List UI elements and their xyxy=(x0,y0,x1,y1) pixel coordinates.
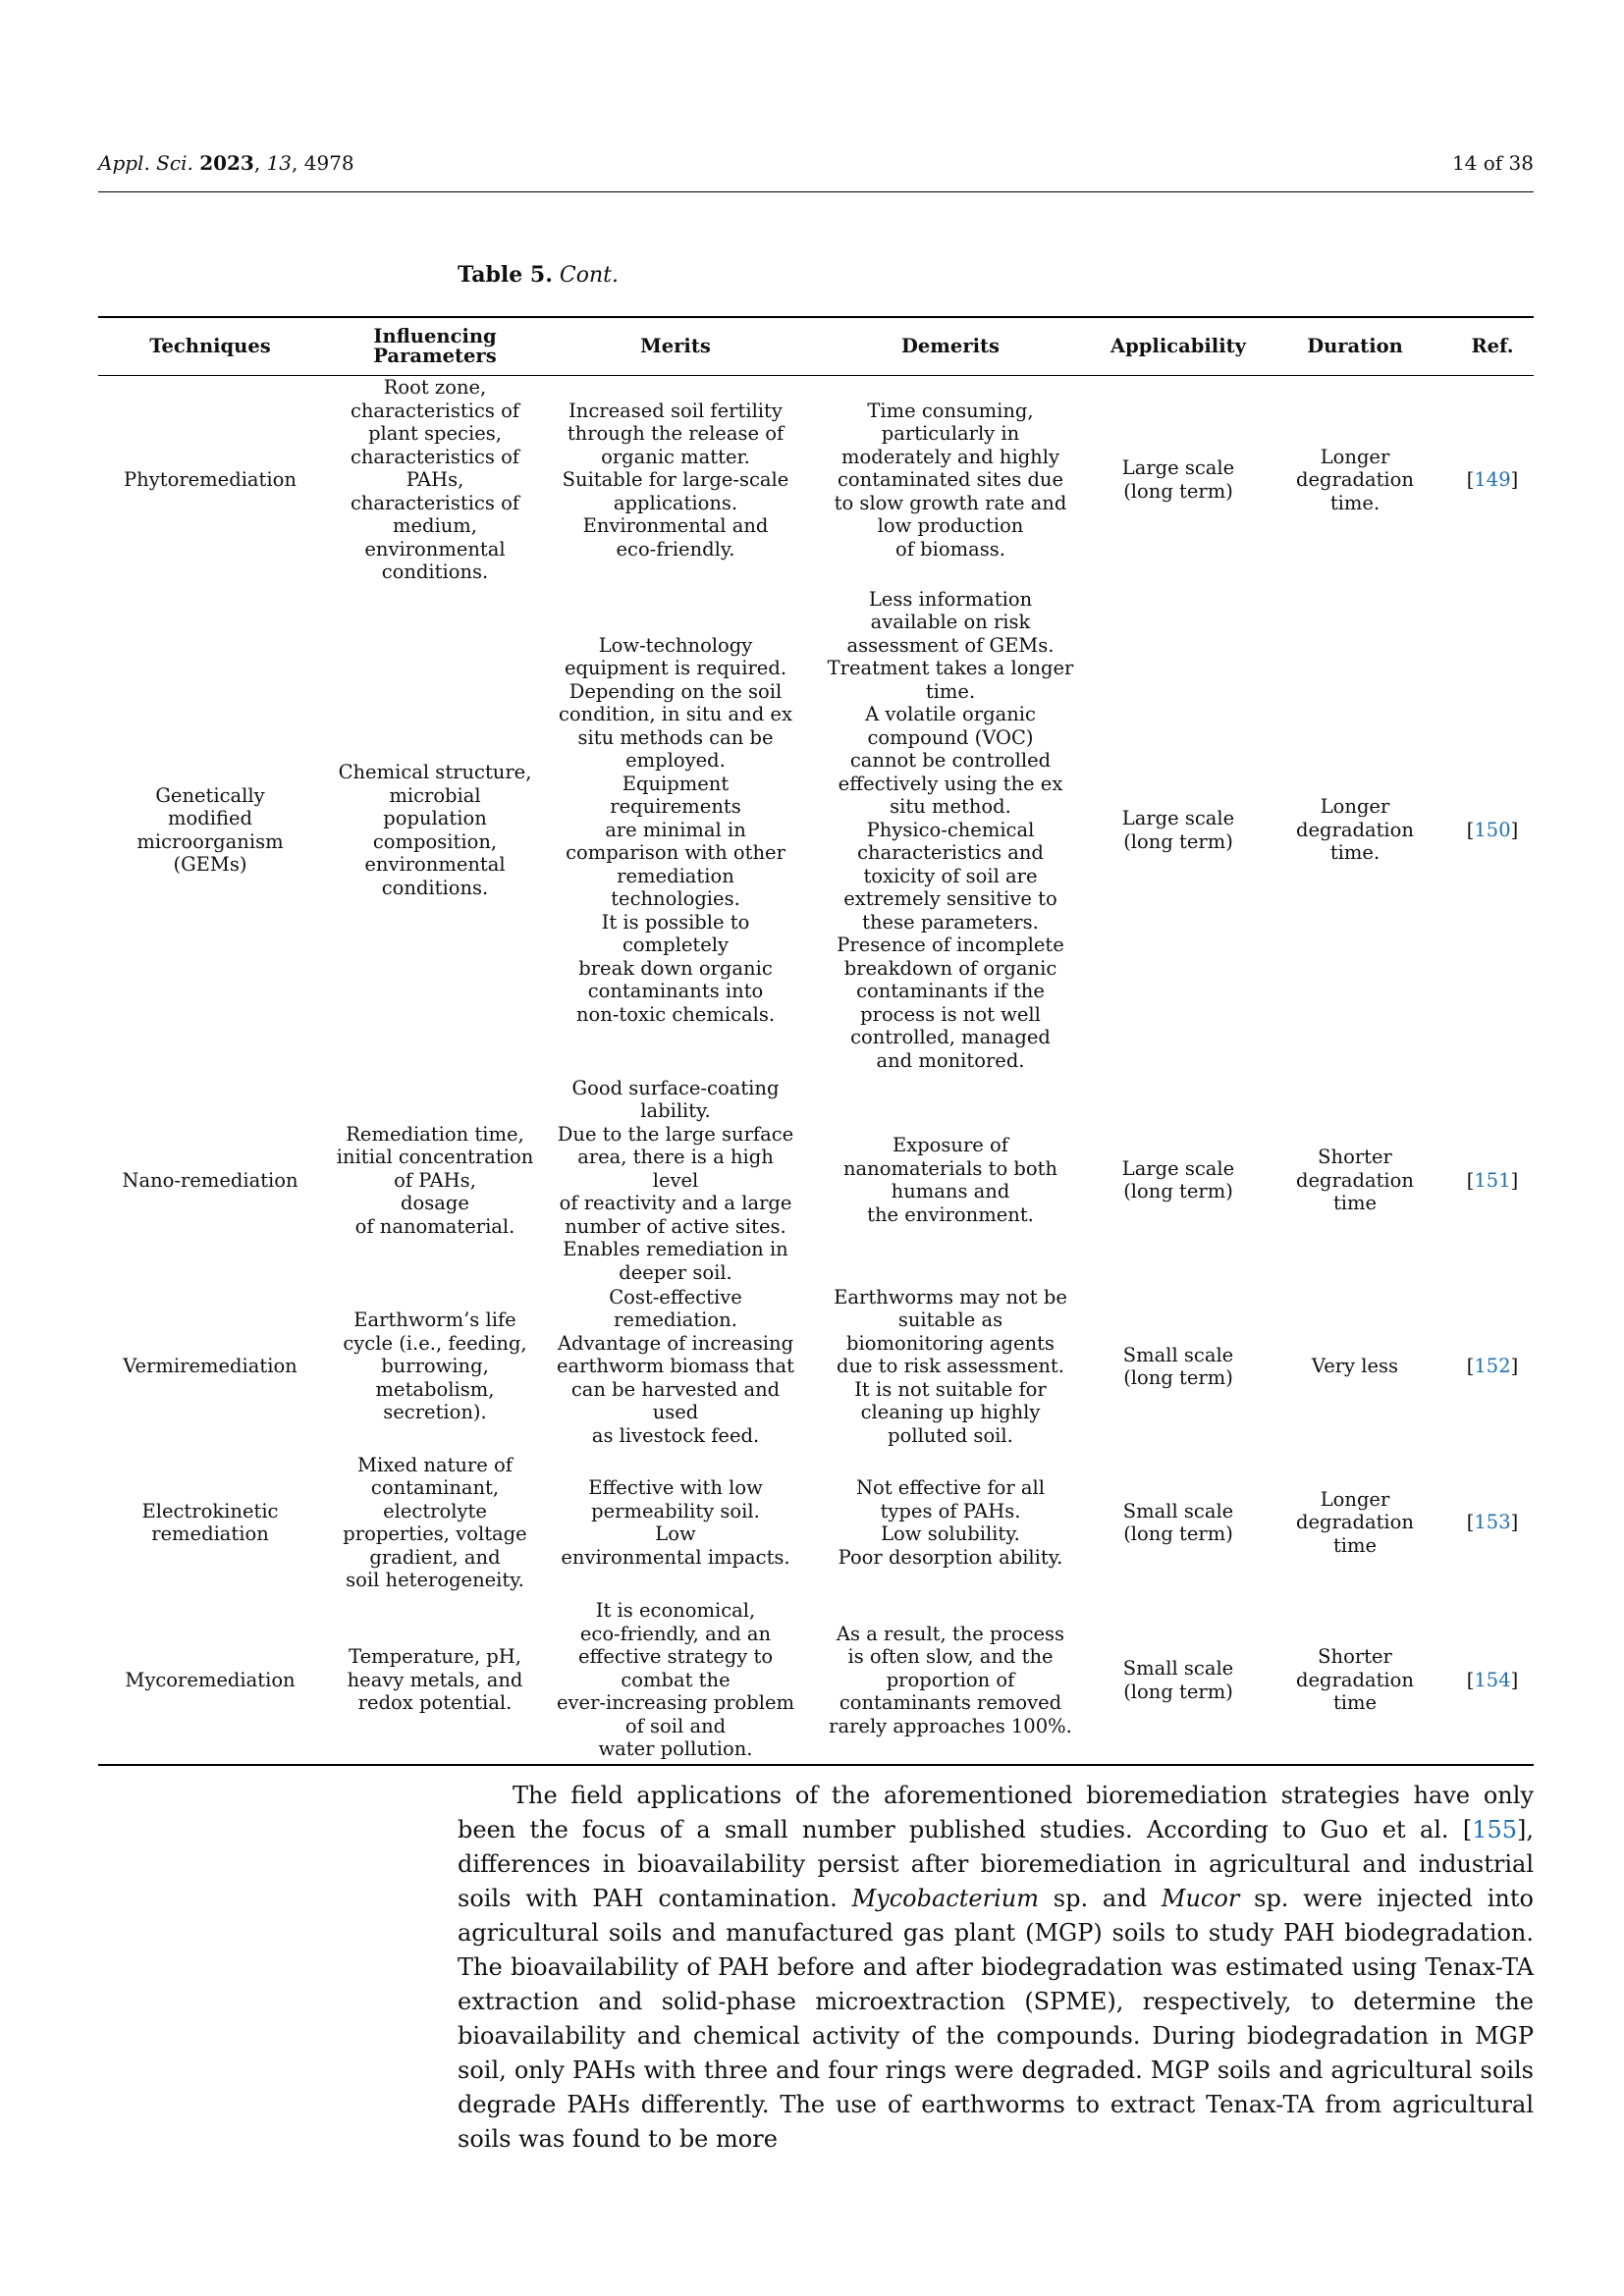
table-row xyxy=(98,1077,1534,1285)
demerits-cell: Exposure of nanomaterials to both humans and the environment. xyxy=(843,1134,1057,1226)
technique-cell: Genetically modified microorganism (GEMs) xyxy=(136,783,284,876)
parameters-cell: Earthworm’s life cycle (i.e., feeding, burrowing, metabolism, secretion). xyxy=(343,1308,527,1424)
parameters-cell: Remediation time, initial concentration of PAHs, dosage of nanomaterial. xyxy=(336,1122,534,1238)
merits-cell: Effective with low permeability soil. Low environmental impacts. xyxy=(561,1476,790,1569)
column-header: Applicability xyxy=(1110,335,1246,357)
journal-volume: 13 xyxy=(266,151,293,175)
ref-link[interactable]: 153 xyxy=(1474,1511,1511,1534)
column-header: Influencing Parameters xyxy=(373,325,497,367)
merits-cell: Increased soil fertility through the release of organic matter. Suitable for large-scale applications. Environmental and eco-friendly. xyxy=(562,399,789,561)
demerits-cell: Earthworms may not be suitable as biomonitoring agents due to risk assessment. It is not suitable for cleaning up highly polluted soil. xyxy=(834,1285,1067,1447)
duration-cell: Longer degradation time xyxy=(1296,1487,1414,1557)
species-name: Mycobacterium xyxy=(851,1885,1039,1912)
merits-cell: Good surface-coating lability. Due to the large surface area, there is a high level of reactivity and a large number of active sites. Enables remediation in deeper soil. xyxy=(557,1076,794,1284)
applicability-cell: Small scale (long term) xyxy=(1122,1343,1234,1389)
duration-cell: Longer degradation time. xyxy=(1296,445,1414,514)
table-cont: Cont. xyxy=(559,263,619,288)
table-header-row xyxy=(98,317,1534,376)
remediation-table xyxy=(98,316,1534,1766)
ref-link[interactable]: 149 xyxy=(1474,468,1511,491)
table-row xyxy=(98,584,1534,1077)
demerits-cell: Less information available on risk assessment of GEMs. Treatment takes a longer time. A volatile organic compound (VOC) cannot be controlled effectively using the ex situ method. Physico-chemical characteristics and toxicity of soil are extremely sensitive to these parameters. Presence of incomplete breakdown of organic contaminants if the process is not well controlled, managed and monitored. xyxy=(827,587,1074,1072)
species-name: Mucor xyxy=(1161,1885,1240,1912)
column-header: Duration xyxy=(1307,335,1403,357)
ref-link[interactable]: 152 xyxy=(1474,1355,1511,1378)
ref-link[interactable]: 150 xyxy=(1474,818,1511,841)
applicability-cell: Large scale (long term) xyxy=(1121,807,1235,853)
ref-cell: [151] xyxy=(1466,1168,1519,1192)
duration-cell: Shorter degradation time xyxy=(1296,1146,1414,1214)
table-label: Table 5. xyxy=(458,262,553,288)
table-row xyxy=(98,1596,1534,1765)
body-paragraph xyxy=(458,1779,1534,2157)
column-header: Merits xyxy=(640,335,711,357)
merits-cell: Low-technology equipment is required. Depending on the soil condition, in situ and ex situ methods can be employed. Equipment requirements are minimal in comparison with other remediation technologies. It is possible to completely break down organic contaminants into non-toxic chemicals. xyxy=(559,633,792,1026)
technique-cell: Vermiremediation xyxy=(123,1355,298,1378)
parameters-cell: Mixed nature of contaminant, electrolyte properties, voltage gradient, and soil heterogeneity. xyxy=(343,1453,527,1591)
ref-cell: [154] xyxy=(1466,1668,1519,1691)
demerits-cell: Time consuming, particularly in moderately and highly contaminated sites due to slow growth rate and low production of biomass. xyxy=(834,399,1067,561)
citation: Appl. Sci. 2023, 13, 4978 xyxy=(98,151,354,175)
ref-cell: [152] xyxy=(1466,1355,1519,1378)
paragraph: The field applications of the aforementioned bioremediation strategies have only been the focus of a small number published studies. According to Guo et al. [155], differences in bioavailability persist after bioremediation in agricultural and industrial soils with PAH contamination. Mycobacterium sp. and Mucor sp. were injected into agricultural soils and manufactured gas plant (MGP) soils to study PAH biodegradation. The bioavailability of PAH before and after biodegradation was estimated using Tenax-TA extraction and solid-phase microextraction (SPME), respectively, to determine the bioavailability and chemical activity of the compounds. During biodegradation in MGP soil, only PAHs with three and four rings were degraded. MGP soils and agricultural soils degrade PAHs differently. The use of earthworms to extract Tenax-TA from agricultural soils was found to be more xyxy=(458,1782,1534,2153)
duration-cell: Longer degradation time. xyxy=(1296,795,1414,865)
journal-year: 2023 xyxy=(199,151,254,175)
table-row xyxy=(98,1284,1534,1449)
applicability-cell: Small scale (long term) xyxy=(1122,1657,1234,1703)
table-caption xyxy=(458,262,619,288)
applicability-cell: Large scale (long term) xyxy=(1121,456,1235,503)
parameters-cell: Root zone, characteristics of plant species, characteristics of PAHs, characteristics of medium, environmental conditions. xyxy=(350,376,520,583)
demerits-cell: Not effective for all types of PAHs. Low solubility. Poor desorption ability. xyxy=(838,1476,1063,1569)
page-header xyxy=(98,149,1534,177)
ref-link[interactable]: 151 xyxy=(1474,1168,1511,1192)
merits-cell: It is economical, eco-friendly, and an effective strategy to combat the ever-increasing problem of soil and water pollution. xyxy=(557,1599,794,1761)
column-header: Ref. xyxy=(1471,335,1514,357)
ref-cell: [149] xyxy=(1466,468,1519,491)
demerits-cell: As a result, the process is often slow, and the proportion of contaminants removed rarely approaches 100%. xyxy=(829,1622,1072,1737)
technique-cell: Electrokinetic remediation xyxy=(141,1499,279,1545)
technique-cell: Nano-remediation xyxy=(122,1168,298,1192)
header-divider xyxy=(98,191,1534,192)
parameters-cell: Chemical structure, microbial population composition, environmental conditions. xyxy=(338,761,532,899)
article-number: 4978 xyxy=(303,151,354,175)
table-row xyxy=(98,1449,1534,1596)
applicability-cell: Small scale (long term) xyxy=(1122,1499,1234,1545)
column-header: Techniques xyxy=(149,335,271,357)
duration-cell: Shorter degradation time xyxy=(1296,1645,1414,1715)
ref-cell: [153] xyxy=(1466,1511,1519,1534)
ref-cell: [150] xyxy=(1466,818,1519,841)
column-header: Demerits xyxy=(900,335,1001,357)
journal-name: Appl. Sci. xyxy=(98,151,193,175)
merits-cell: Cost-effective remediation. Advantage of increasing earthworm biomass that can be harvested and used as livestock feed. xyxy=(557,1285,794,1447)
duration-cell: Very less xyxy=(1311,1355,1399,1378)
table-row xyxy=(98,376,1534,584)
page-number: 14 of 38 xyxy=(1451,151,1534,175)
technique-cell: Mycoremediation xyxy=(125,1668,296,1691)
applicability-cell: Large scale (long term) xyxy=(1121,1156,1235,1203)
ref-link[interactable]: 155 xyxy=(1472,1816,1517,1843)
technique-cell: Phytoremediation xyxy=(124,468,297,491)
parameters-cell: Temperature, pH, heavy metals, and redox potential. xyxy=(347,1645,523,1715)
ref-link[interactable]: 154 xyxy=(1474,1668,1511,1691)
